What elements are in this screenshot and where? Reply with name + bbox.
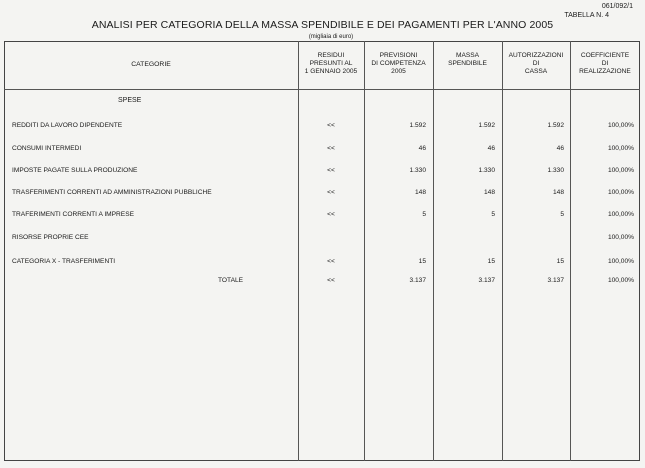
column-divider bbox=[433, 41, 434, 461]
cell-coefficiente: 100,00% bbox=[607, 258, 634, 265]
cell-coefficiente: 100,00% bbox=[607, 189, 634, 196]
header-residui bbox=[298, 52, 364, 76]
section-label: SPESE bbox=[118, 97, 142, 104]
cell-coefficiente: 100,00% bbox=[607, 234, 634, 241]
header-autorizzazioni-line: DI bbox=[532, 60, 540, 67]
cell-massa: 5 bbox=[491, 211, 495, 218]
column-divider bbox=[364, 41, 365, 461]
header-coefficiente-line: REALIZZAZIONE bbox=[579, 68, 631, 75]
cell-cassa: 5 bbox=[560, 211, 564, 218]
cell-residui: << bbox=[327, 211, 335, 218]
header-massa-line: SPENDIBILE bbox=[448, 60, 487, 67]
cell-cassa: 15 bbox=[556, 258, 564, 265]
cell-massa: 3.137 bbox=[478, 277, 495, 284]
cell-residui: << bbox=[327, 145, 335, 152]
row-label: TRASFERIMENTI CORRENTI AD AMMINISTRAZIONI PUBBLICHE bbox=[12, 189, 212, 196]
header-coefficiente-line: DI bbox=[601, 60, 609, 67]
cell-massa: 1.592 bbox=[478, 122, 495, 129]
cell-massa: 148 bbox=[483, 189, 495, 196]
header-coefficiente bbox=[570, 52, 640, 76]
cell-residui: << bbox=[327, 189, 335, 196]
header-previsioni bbox=[364, 52, 433, 76]
table-row bbox=[0, 258, 645, 268]
cell-previsioni: 1.592 bbox=[409, 122, 426, 129]
header-previsioni-line: 2005 bbox=[391, 68, 406, 75]
column-divider bbox=[502, 41, 503, 461]
header-previsioni-line: PREVISIONI bbox=[379, 52, 418, 59]
table-row bbox=[0, 122, 645, 132]
cell-previsioni: 46 bbox=[418, 145, 426, 152]
cell-coefficiente: 100,00% bbox=[607, 122, 634, 129]
header-categorie: CATEGORIE bbox=[131, 61, 171, 68]
total-row bbox=[0, 277, 645, 287]
cell-residui: << bbox=[327, 122, 335, 129]
cell-previsioni: 3.137 bbox=[409, 277, 426, 284]
cell-residui: << bbox=[327, 258, 335, 265]
table-row bbox=[0, 145, 645, 155]
cell-residui: << bbox=[327, 277, 335, 284]
header-massa bbox=[433, 52, 502, 68]
cell-previsioni: 15 bbox=[418, 258, 426, 265]
row-label: REDDITI DA LAVORO DIPENDENTE bbox=[12, 122, 123, 129]
cell-previsioni: 5 bbox=[422, 211, 426, 218]
cell-massa: 15 bbox=[487, 258, 495, 265]
table-row bbox=[0, 211, 645, 221]
header-coefficiente-line: COEFFICIENTE bbox=[580, 52, 630, 59]
row-label: RISORSE PROPRIE CEE bbox=[12, 234, 89, 241]
cell-coefficiente: 100,00% bbox=[607, 145, 634, 152]
cell-previsioni: 1.330 bbox=[409, 167, 426, 174]
cell-cassa: 3.137 bbox=[547, 277, 564, 284]
row-label: CATEGORIA X - TRASFERIMENTI bbox=[12, 258, 116, 265]
cell-cassa: 46 bbox=[556, 145, 564, 152]
table-row bbox=[0, 234, 645, 244]
header-residui-line: 1 GENNAIO 2005 bbox=[304, 68, 358, 75]
cell-coefficiente: 100,00% bbox=[607, 277, 634, 284]
total-label: TOTALE bbox=[218, 277, 244, 284]
column-divider bbox=[570, 41, 571, 461]
header-autorizzazioni bbox=[502, 52, 570, 76]
cell-cassa: 1.330 bbox=[547, 167, 564, 174]
row-label: IMPOSTE PAGATE SULLA PRODUZIONE bbox=[12, 167, 138, 174]
header-divider bbox=[4, 89, 640, 90]
row-label: CONSUMI INTERMEDI bbox=[12, 145, 82, 152]
header-autorizzazioni-line: CASSA bbox=[524, 68, 548, 75]
page-code: 061/092/1 bbox=[601, 3, 633, 10]
cell-massa: 46 bbox=[487, 145, 495, 152]
header-autorizzazioni-line: AUTORIZZAZIONI bbox=[508, 52, 564, 59]
table-number: TABELLA N. 4 bbox=[564, 12, 609, 19]
cell-cassa: 1.592 bbox=[547, 122, 564, 129]
header-residui-line: PRESUNTI AL bbox=[309, 60, 353, 67]
cell-massa: 1.330 bbox=[478, 167, 495, 174]
cell-coefficiente: 100,00% bbox=[607, 167, 634, 174]
cell-coefficiente: 100,00% bbox=[607, 211, 634, 218]
header-previsioni-line: DI COMPETENZA bbox=[371, 60, 426, 67]
header-residui-line: RESIDUI bbox=[317, 52, 345, 59]
unit-note: (migliaia di euro) bbox=[308, 34, 354, 40]
cell-cassa: 148 bbox=[552, 189, 564, 196]
row-label: TRAFERIMENTI CORRENTI A IMPRESE bbox=[12, 211, 134, 218]
cell-residui: << bbox=[327, 167, 335, 174]
table-row bbox=[0, 167, 645, 177]
table-row bbox=[0, 189, 645, 199]
page-title: ANALISI PER CATEGORIA DELLA MASSA SPENDIBILE E DEI PAGAMENTI PER L'ANNO 2005 bbox=[91, 19, 554, 31]
header-massa-line: MASSA bbox=[455, 52, 480, 59]
table-frame bbox=[4, 41, 640, 461]
cell-previsioni: 148 bbox=[414, 189, 426, 196]
column-divider bbox=[298, 41, 299, 461]
